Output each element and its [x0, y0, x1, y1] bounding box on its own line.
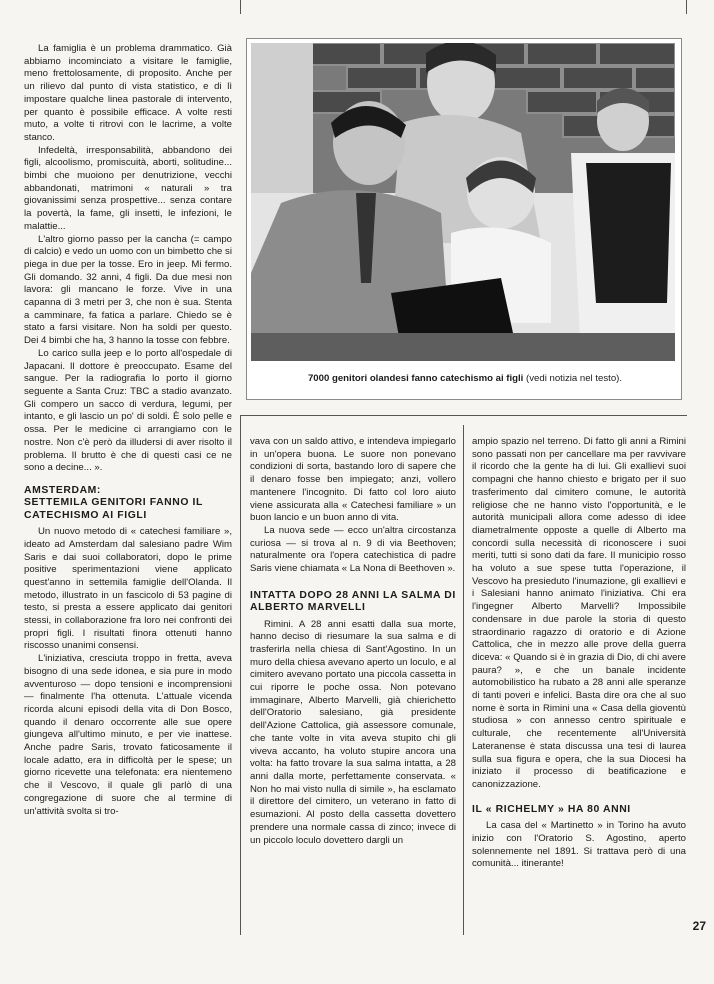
paragraph: L'iniziativa, cresciuta troppo in fretta, aveva bisogno di una sede idonea, e sia pure in modo avventuroso — dopo tensioni e incomprensioni — finalmente l'ha ottenuta. L'attuale vicenda ricorda alcuni episodi della vita di Don Bosco, quando il denaro occorrente alle sue opere giungeva all'ultimo minuto, e per vie inattese. Anche padre Saris, trovato faticosamente il locale adatto, era in difficoltà per le spese; un giorno ricevette una telefonata: era nientemeno che il Vescovo, il quale gli parlò di una congregazione di suore che al termine di un'attività svolta si tro-	[24, 653, 232, 817]
column-rule-mid	[240, 415, 241, 935]
caption-rest: (vedi notizia nel testo).	[526, 373, 623, 384]
paragraph: Un nuovo metodo di « catechesi familiare », ideato ad Amsterdam dal salesiano padre Wim Saris e dai suoi collaboratori, dopo le prime positive sperimentazioni viene applicato quest'anno in settemila famiglie dell'Olanda. Il metodo, illustrato in un fascicolo di 53 pagine di testo, si presta a essere applicato dai genitori stessi, in collaborazione fra loro nei confronti dei propri figli. I risultati finora ottenuti hanno riscosso unanimi consensi.	[24, 526, 232, 652]
left-column	[24, 43, 232, 818]
right-column	[472, 436, 686, 871]
paragraph: vava con un saldo attivo, e intendeva impiegarlo in un'opera buona. Le suore non ponevano condizioni di sorta, bastando loro di sapere che il denaro fosse ben impiegato; anzi, vollero mantenere l'incognito. Di fatto col loro aiuto viene assicurata alla « Catechesi familiare » un buon lancio e un buon anno di vita.	[250, 436, 456, 524]
paragraph: La casa del « Martinetto » in Torino ha avuto inizio con l'Oratorio S. Agostino, aperto solennemente nel 1891. Si trattava però di una comunità... itinerante!	[472, 820, 686, 870]
caption-bold: 7000 genitori olandesi fanno catechismo ai figli	[307, 373, 524, 384]
paragraph: Infedeltà, irresponsabilità, abbandono dei figli, alcoolismo, promiscuità, aborti, solitudine... bimbi che muoiono per denutrizione, vecchi abbandonati, matrimoni « naturali » tra giovanissimi senza prospettive... senza contare la povertà, la fame, gli insetti, le infezioni, le malattie...	[24, 144, 232, 232]
paragraph: ampio spazio nel terreno. Di fatto gli anni a Rimini sono passati non per cancellare ma per ravvivare il ricordo che la gente ha di lui. Gli exallievi suoi compagni che hanno chiesto e brigato per il suo trasferimento dal cimitero comune, le autorità religiose che ne hanno visto l'opportunità, e le autorità municipali allora come adesso di idee diametralmente opposte a quelle di Alberto ma concordi sulla necessità di riconoscere i suoi meriti, tutti si sono dati da fare. Il municipio rosso ha voluto a sue spese tutta l'operazione, il Vescovo ha presieduto l'inumazione, gli exallievi e i Salesiani hanno animato l'iniziativa. Chi era l'ingegner Alberto Marvelli? Impossibile condensare in due parole la storia di questo straordinario ragazzo di oratorio e di Azione Cattolica, che in mezzo alle prove della guerra diceva: « Quando si è in grazia di Dio, di chi avere paura? », e che un banale incidente automobilistico ha rubato a 28 anni alle speranze di tanti poveri e infelici. Basta dire ora che al suo nome è sorta in Rimini una « Casa della gioventù studiosa » con annesso centro spirituale e culturale, che recentemente all'Università Lateranense è stata discussa una tesi di laurea sulla sua figura e opera, che la sua Diocesi ha iniziato il processo di beatificazione e canonizzazione.	[472, 436, 686, 790]
family-photo	[251, 43, 675, 361]
photo-caption	[255, 373, 675, 385]
paragraph: La famiglia è un problema drammatico. Già abbiamo incominciato a visitare le famiglie, meno frettolosamente, di proposito. Anche per un rilievo dal punto di vista statistico, e di lì impostare qualche linea pastorale di intervento, per quanto è possibile efficace. A volte resti muto, a volte ti ritrovi con le lacrime, a volte stanco.	[24, 43, 232, 143]
photo-section-rule	[240, 415, 687, 416]
section-heading-marvelli: INTATTA DOPO 28 ANNI LA SALMA DI ALBERTO MARVELLI	[250, 589, 456, 614]
family-reading-image	[251, 43, 675, 361]
photo-frame	[246, 38, 682, 400]
page-number: 27	[692, 919, 706, 933]
top-rule-left	[240, 0, 241, 14]
paragraph: L'altro giorno passo per la cancha (= campo di calcio) e vedo un uomo con un bimbetto che si piega in due per la tosse. Ero in jeep. Mi fermo. Gli domando. 32 anni, 4 figli. Da due mesi non lavora: gli mancano le forze. Vive in una capanna di 3 metri per 3, che non è sua. Stenta a camminare, fa fatica a parlare. Chiedo se è stato a farsi visitare. Non ha soldi per questo. Dei 4 bimbi che ha, 3 hanno la tosse con febbre.	[24, 233, 232, 347]
column-rule-right	[463, 425, 464, 935]
paragraph: La nuova sede — ecco un'altra circostanza curiosa — si trova al n. 9 di via Beethoven; naturalmente ora l'opera catechistica di padre Saris viene chiamata « La Nona di Beethoven ».	[250, 524, 456, 575]
heading-line: SETTEMILA GENITORI FANNO IL CATECHISMO AI FIGLI	[24, 497, 203, 521]
paragraph: Lo carico sulla jeep e lo porto all'ospedale di Japacani. Il dottore è preoccupato. Esame del sangue. Per la radiografia lo porto il giorno seguente a Santa Cruz: TBC a stadio avanzato. Gli compero un sacco di verdura, legumi, per intanto, e gli lascio un po' di soldi. È solo pelle e ossa. Per le medicine ci arrangiamo con le nostre. Non c'è però da illudersi di aver risolto il problema. Il brutto è che di questi casi ce ne sono a decine... ».	[24, 347, 232, 474]
section-heading-richelmy: IL « RICHELMY » HA 80 ANNI	[472, 803, 631, 815]
section-heading-amsterdam	[24, 485, 232, 522]
heading-line: AMSTERDAM:	[24, 484, 101, 496]
paragraph: Rimini. A 28 anni esatti dalla sua morte, hanno deciso di riesumare la sua salma e di trasferirla nella chiesa di Sant'Agostino. In un muro della chiesa avevano aperto un loculo, e al cimitero avevano portato una piccola cassetta in cui riporre le poche ossa. Non potevano immaginare, Alberto Marvelli, già chierichetto dell'Oratorio salesiano, già presidente dell'Azione Cattolica, già assessore comunale, che tante volte in vita aveva stupito chi gli viveva accanto, ha voluto stupire ancora una volta: ha fatto trovare la sua salma intatta, a 28 anni dalla morte, perfettamente conservata. « Non ho mai visto nulla di simile », ha esclamato il direttore del cimitero, un veterano in fatto di esumazioni. Al posto della cassetta dovettero prendere una normale cassa di zinco; invece di un piccolo loculo dovettero dargli un	[250, 618, 456, 846]
middle-column	[250, 436, 456, 847]
top-rule-right	[686, 0, 687, 14]
